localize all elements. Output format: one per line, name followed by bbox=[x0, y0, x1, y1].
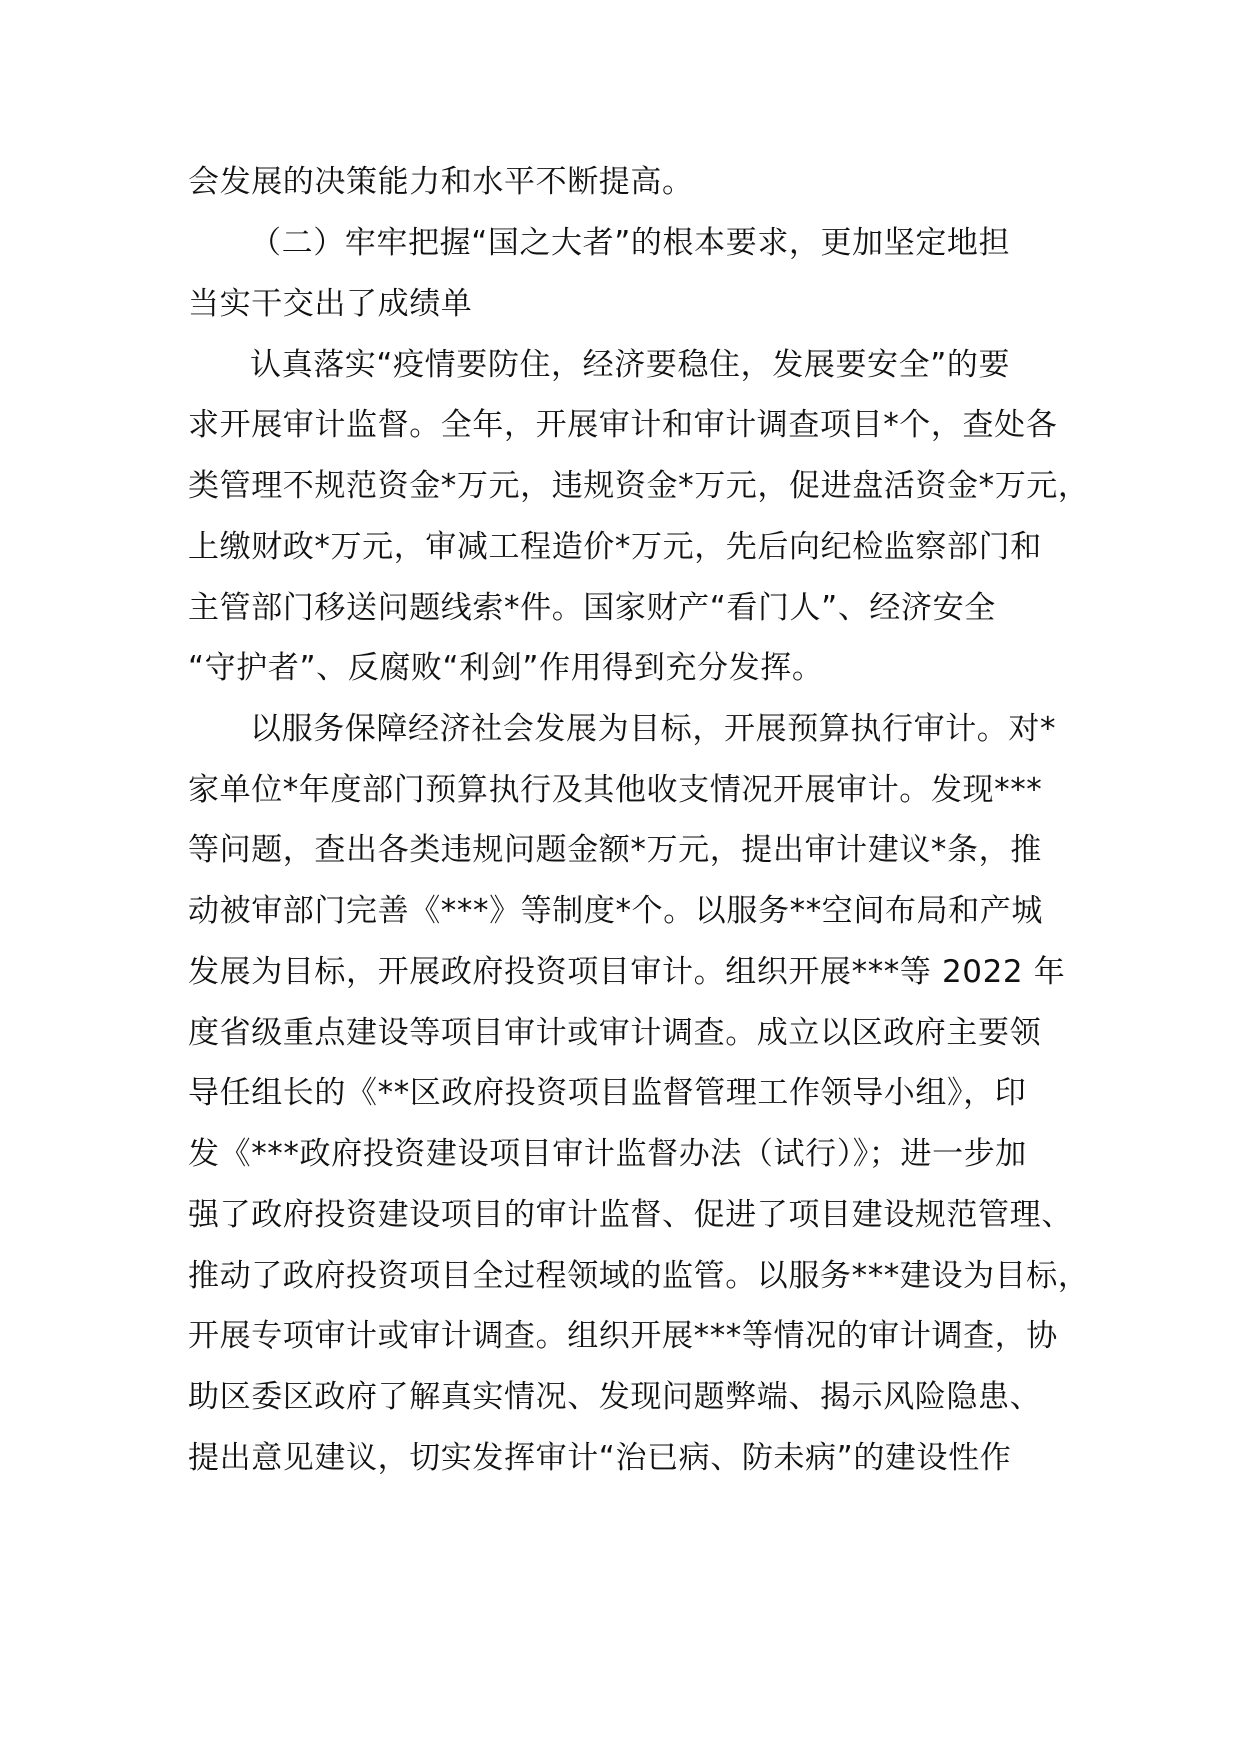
text-line-8: 主管部门移送问题线索*件。国家财产“看门人”、经济安全 bbox=[188, 590, 996, 626]
section-heading-line-1: （二）牢牢把握“国之大者”的根本要求，更加坚定地担 bbox=[250, 225, 1011, 261]
text-line-4: 认真落实“疫情要防住，经济要稳住，发展要安全”的要 bbox=[250, 347, 1011, 383]
section-heading-line-2: 当实干交出了成绩单 bbox=[188, 286, 473, 322]
text-line-14: 发展为目标，开展政府投资项目审计。组织开展***等 2022 年 bbox=[188, 954, 1066, 990]
text-line-12: 等问题，查出各类违规问题金额*万元，提出审计建议*条，推 bbox=[188, 832, 1042, 868]
text-line-13: 动被审部门完善《***》等制度*个。以服务**空间布局和产城 bbox=[188, 893, 1043, 929]
text-line-1: 会发展的决策能力和水平不断提高。 bbox=[188, 164, 694, 200]
text-line-22: 提出意见建议，切实发挥审计“治已病、防未病”的建设性作 bbox=[188, 1440, 1012, 1476]
text-line-16: 导任组长的《**区政府投资项目监督管理工作领导小组》，印 bbox=[188, 1075, 1027, 1111]
text-line-6: 类管理不规范资金*万元，违规资金*万元，促进盘活资金*万元， bbox=[188, 468, 1090, 504]
text-line-5: 求开展审计监督。全年，开展审计和审计调查项目*个，查处各 bbox=[188, 407, 1058, 443]
text-line-19: 推动了政府投资项目全过程领域的监管。以服务***建设为目标， bbox=[188, 1258, 1090, 1294]
text-line-20: 开展专项审计或审计调查。组织开展***等情况的审计调查，协 bbox=[188, 1318, 1058, 1354]
text-line-7: 上缴财政*万元，审减工程造价*万元，先后向纪检监察部门和 bbox=[188, 529, 1042, 565]
text-line-18: 强了政府投资建设项目的审计监督、促进了项目建设规范管理、 bbox=[188, 1197, 1073, 1233]
text-line-21: 助区委区政府了解真实情况、发现问题弊端、揭示风险隐患、 bbox=[188, 1379, 1042, 1415]
text-line-10: 以服务保障经济社会发展为目标，开展预算执行审计。对* bbox=[250, 711, 1057, 747]
text-line-15: 度省级重点建设等项目审计或审计调查。成立以区政府主要领 bbox=[188, 1015, 1042, 1051]
text-line-17: 发《***政府投资建设项目审计监督办法（试行）》；进一步加 bbox=[188, 1136, 1027, 1172]
text-line-9: “守护者”、反腐败“利剑”作用得到充分发挥。 bbox=[188, 650, 824, 686]
text-line-11: 家单位*年度部门预算执行及其他收支情况开展审计。发现*** bbox=[188, 772, 1043, 808]
